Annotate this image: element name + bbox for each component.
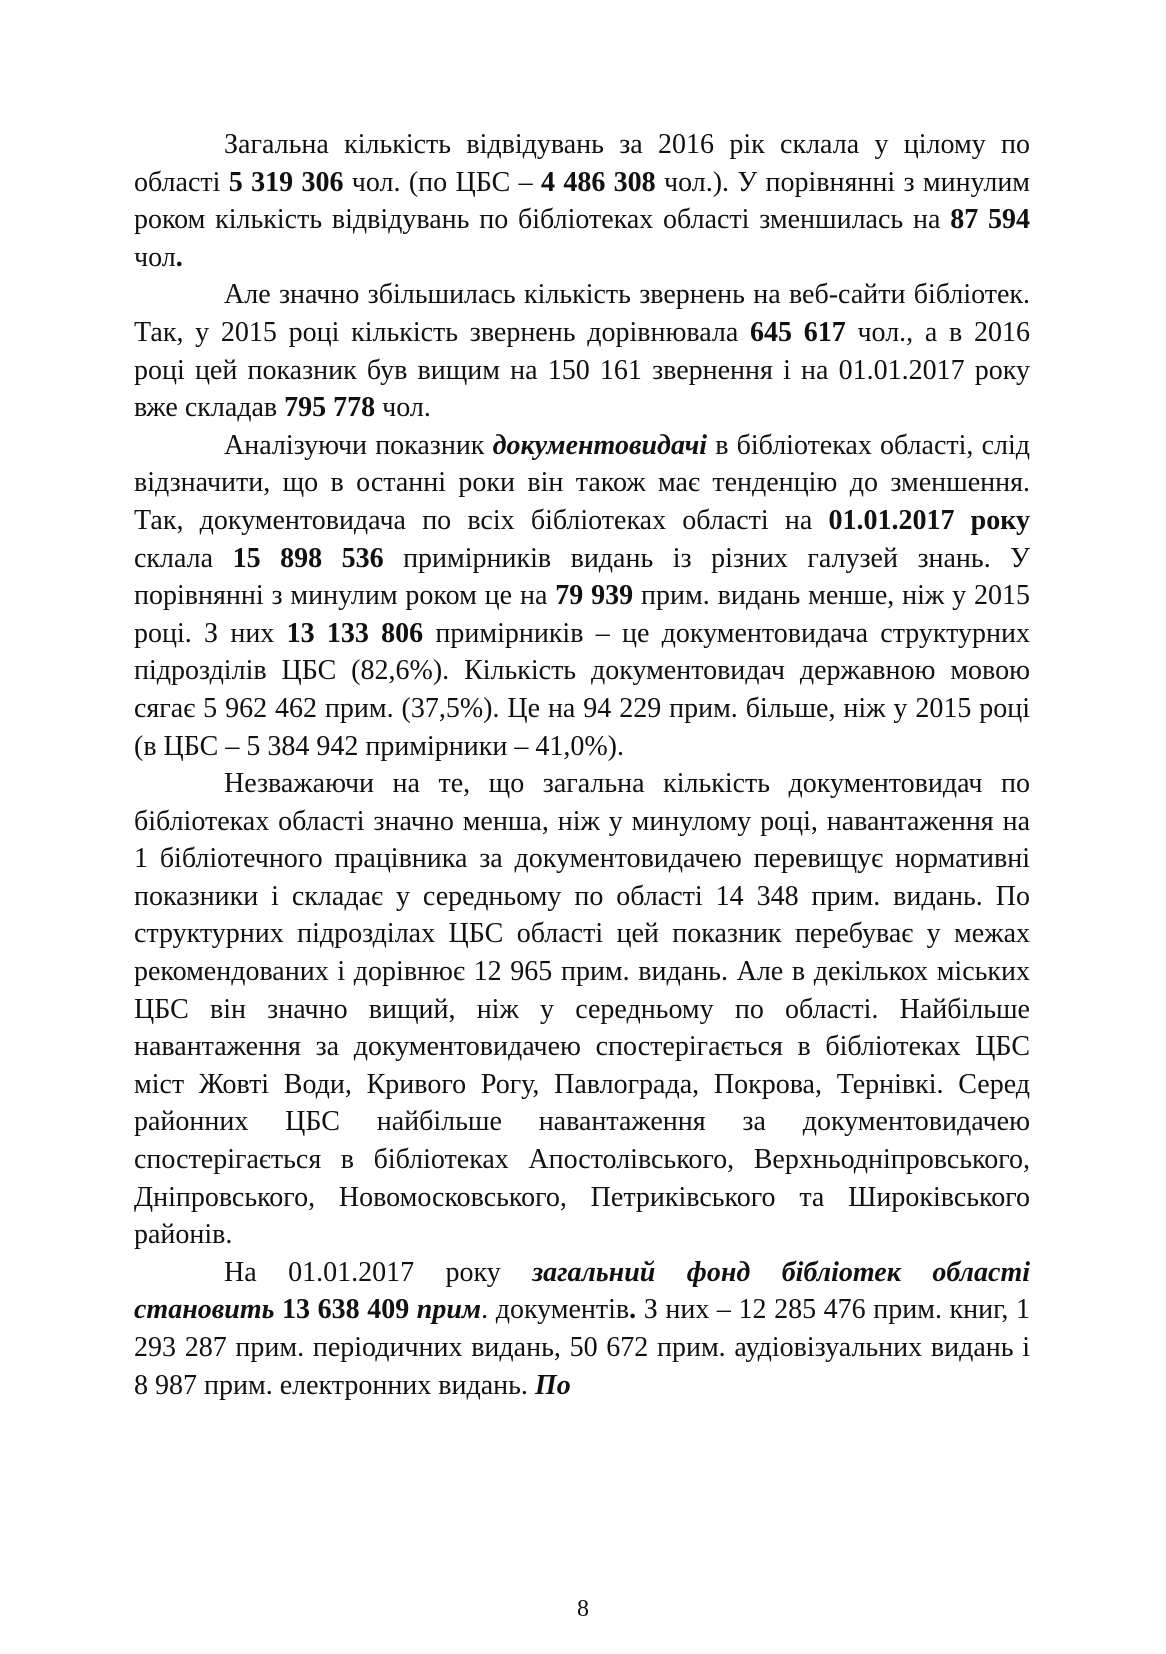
bold-text: 5 319 306: [228, 166, 344, 198]
bold-text: 4 486 308: [540, 166, 656, 198]
text-run: чол.). У порівнянні з минулим роком кількість відвідувань по бібліотеках області зменшилась на: [134, 166, 1031, 236]
bold-text: 01.01.2017 року: [828, 504, 1030, 536]
page-number: 8: [577, 1596, 589, 1622]
text-run: [274, 1294, 282, 1325]
text-run: Загальна кількість відвідувань за 2016 рік склала у цілому по області: [134, 129, 1030, 198]
text-run: чол.: [375, 392, 431, 424]
text-run: На 01.01.2017 року: [224, 1256, 533, 1288]
emphasis-text: документовидачі: [492, 429, 708, 461]
bold-text: 87 594: [950, 204, 1031, 236]
bold-text: 645 617: [750, 316, 846, 348]
paragraph-library-fund: [134, 1254, 1030, 1404]
paragraph-workload: [134, 765, 1030, 1254]
text-run: чол. (по ЦБС –: [343, 166, 541, 198]
paragraph-document-lending: [134, 427, 1030, 765]
bold-text: .: [629, 1294, 637, 1326]
paragraph-website-requests: [134, 276, 1030, 426]
paragraph-visits: [134, 126, 1030, 276]
bold-text: 795 778: [284, 392, 376, 424]
text-run: З них – 12 285 476 прим. книг, 1 293 287 прим. періодичних видань, 50 672 прим. аудіовізуальних видань і 8 987 прим. електронних видань.: [134, 1294, 1031, 1401]
text-run: чол: [134, 241, 176, 273]
body-text: [134, 126, 1030, 1404]
text-run: Але значно збільшилась кількість звернень на веб-сайти бібліотек. Так, у 2015 році кількість звернень дорівнювала: [134, 279, 1030, 348]
bold-text: .: [175, 241, 183, 273]
text-run: в бібліотеках області, слід відзначити, що в останні роки він також має тенденцію до зменшення. Так, документовидача по всіх бібліотеках області на: [134, 429, 1030, 536]
emphasis-text: загальний фонд бібліотек області становить: [134, 1256, 1030, 1326]
emphasis-text: прим: [416, 1294, 482, 1326]
bold-text: 13 638 409: [282, 1294, 410, 1326]
bold-text: 13 133 806: [286, 617, 424, 649]
text-run: примірників – це документовидача структурних підрозділів ЦБС (82,6%). Кількість документовидач державною мовою сягає 5 962 462 прим. (37,5%). Це на 94 229 прим. більше, ніж у 2015 році (в ЦБС – 5 384 942 примірники – 41,0%).: [134, 617, 1030, 762]
text-run: [409, 1294, 417, 1325]
text-run: примірників видань із різних галузей знань. У порівнянні з минулим роком це на: [134, 542, 1031, 612]
text-run: Незважаючи на те, що загальна кількість документовидач по бібліотеках області значно менша, ніж у минулому році, навантаження на 1 бібліотечного працівника за документовидачею перевищує нормативні показники і складає у середньому по області 14 348 прим. видань. По структурних підрозділах ЦБС області цей показник перебуває у межах рекомендованих і дорівнює 12 965 прим. видань. Але в декількох міських ЦБС він значно вищий, ніж у середньому по області. Найбільше навантаження за документовидачею спостерігається в бібліотеках ЦБС міст Жовті Води, Кривого Рогу, Павлограда, Покрова, Тернівкі. Серед районних ЦБС найбільше навантаження за документовидачею спостерігається в бібліотеках Апостолівського, Верхньодніпровського, Дніпровського, Новомосковського, Петриківського та Широківського районів.: [134, 768, 1030, 1251]
bold-text: 15 898 536: [232, 542, 384, 574]
text-run: склала: [134, 542, 233, 574]
text-run: прим. видань менше, ніж у 2015 році. З них: [134, 580, 1031, 649]
emphasis-text: По: [534, 1369, 571, 1401]
bold-text: 79 939: [555, 580, 634, 612]
text-run: Аналізуючи показник: [224, 429, 493, 461]
text-run: чол., а в 2016 році цей показник був вищим на 150 161 звернення і на 01.01.2017 року вже складав: [134, 316, 1030, 424]
text-run: . документів: [481, 1294, 630, 1326]
